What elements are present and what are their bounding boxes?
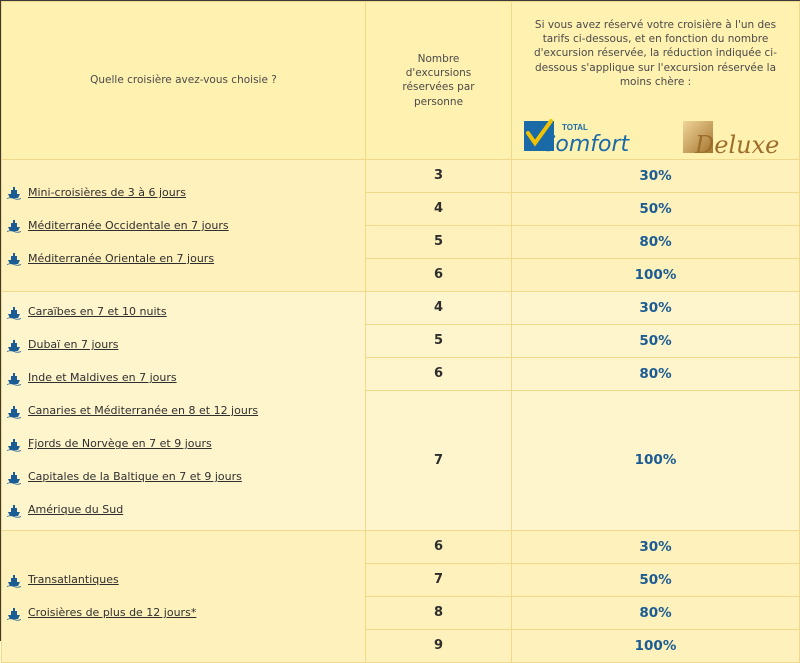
cruise-item (7, 394, 365, 427)
cruise-link[interactable]: Capitales de la Baltique en 7 et 9 jours (28, 470, 242, 484)
discount-cell: 100% (512, 258, 800, 291)
cruise-item (7, 295, 365, 328)
excursion-count-cell: 5 (366, 225, 512, 258)
discount-cell: 80% (512, 225, 800, 258)
discount-cell: 50% (512, 192, 800, 225)
deluxe-logo (681, 119, 781, 159)
ship-icon (7, 251, 21, 265)
ship-icon (7, 503, 21, 517)
excursion-count-cell: 6 (366, 357, 512, 390)
cruise-list-cell (2, 530, 366, 662)
ship-icon (7, 606, 21, 620)
cruise-link[interactable]: Mini-croisières de 3 à 6 jours (28, 185, 186, 199)
ship-icon (7, 437, 21, 451)
ship-icon (7, 185, 21, 199)
excursion-count-cell: 9 (366, 629, 512, 662)
cruise-link[interactable]: Dubaï en 7 jours (28, 338, 119, 352)
cruise-link[interactable]: Amérique du Sud (28, 503, 124, 517)
cruise-list-cell (2, 291, 366, 530)
cruise-item (7, 493, 365, 526)
excursion-count-cell: 3 (366, 159, 512, 192)
total-comfort-logo (524, 119, 642, 159)
header-cruise-choice: Quelle croisière avez-vous choisie ? (2, 2, 366, 160)
excursion-count-cell: 6 (366, 258, 512, 291)
excursion-count-cell: 7 (366, 563, 512, 596)
excursion-count-cell: 6 (366, 530, 512, 563)
discount-cell: 30% (512, 530, 800, 563)
ship-icon (7, 573, 21, 587)
excursion-count-cell: 5 (366, 324, 512, 357)
discount-cell: 50% (512, 324, 800, 357)
excursion-count-cell: 4 (366, 192, 512, 225)
svg-text:TOTAL: TOTAL (562, 122, 588, 132)
cruise-item (7, 242, 365, 275)
cruise-link[interactable]: Inde et Maldives en 7 jours (28, 371, 177, 385)
cruise-item (7, 596, 365, 629)
ship-icon (7, 470, 21, 484)
svg-text:Comfort: Comfort (540, 131, 630, 157)
ship-icon (7, 371, 21, 385)
header-discount-info: Si vous avez réservé votre croisière à l'un des tarifs ci-dessous, et en fonction du nombre d'excursion réservée, la réduction indiquée ci-dessous s'applique sur l'excursion réservée la moins chère : TOTAL Comfort Deluxe (512, 2, 800, 160)
cruise-item (7, 427, 365, 460)
discount-cell: 50% (512, 563, 800, 596)
ship-icon (7, 404, 21, 418)
svg-text:Deluxe: Deluxe (695, 130, 780, 159)
cruise-link[interactable]: Croisières de plus de 12 jours* (28, 606, 197, 620)
cruise-link[interactable]: Méditerranée Occidentale en 7 jours (28, 218, 229, 232)
cruise-link[interactable]: Transatlantiques (28, 573, 119, 587)
cruise-item (7, 361, 365, 394)
discount-cell: 30% (512, 159, 800, 192)
ship-icon (7, 305, 21, 319)
table-body (2, 159, 800, 662)
table-row (2, 291, 800, 324)
ship-icon (7, 218, 21, 232)
discount-cell: 80% (512, 357, 800, 390)
discount-cell: 100% (512, 629, 800, 662)
excursion-discount-table (1, 1, 800, 663)
table-row (2, 530, 800, 563)
discount-cell: 80% (512, 596, 800, 629)
cruise-link[interactable]: Fjords de Norvège en 7 et 9 jours (28, 437, 212, 451)
cruise-item (7, 460, 365, 493)
table-row (2, 159, 800, 192)
excursion-count-cell: 7 (366, 390, 512, 530)
cruise-item (7, 209, 365, 242)
cruise-item (7, 563, 365, 596)
discount-cell: 100% (512, 390, 800, 530)
excursion-count-cell: 8 (366, 596, 512, 629)
discount-cell: 30% (512, 291, 800, 324)
ship-icon (7, 338, 21, 352)
excursion-count-cell: 4 (366, 291, 512, 324)
header-excursion-count: Nombre d'excursions réservées par personne (366, 2, 512, 160)
cruise-link[interactable]: Canaries et Méditerranée en 8 et 12 jours (28, 404, 259, 418)
cruise-link[interactable]: Méditerranée Orientale en 7 jours (28, 251, 215, 265)
cruise-link[interactable]: Caraïbes en 7 et 10 nuits (28, 305, 167, 319)
cruise-list-cell (2, 159, 366, 291)
cruise-item (7, 328, 365, 361)
cruise-item (7, 176, 365, 209)
header-row (2, 2, 800, 160)
fare-logos (512, 119, 799, 159)
